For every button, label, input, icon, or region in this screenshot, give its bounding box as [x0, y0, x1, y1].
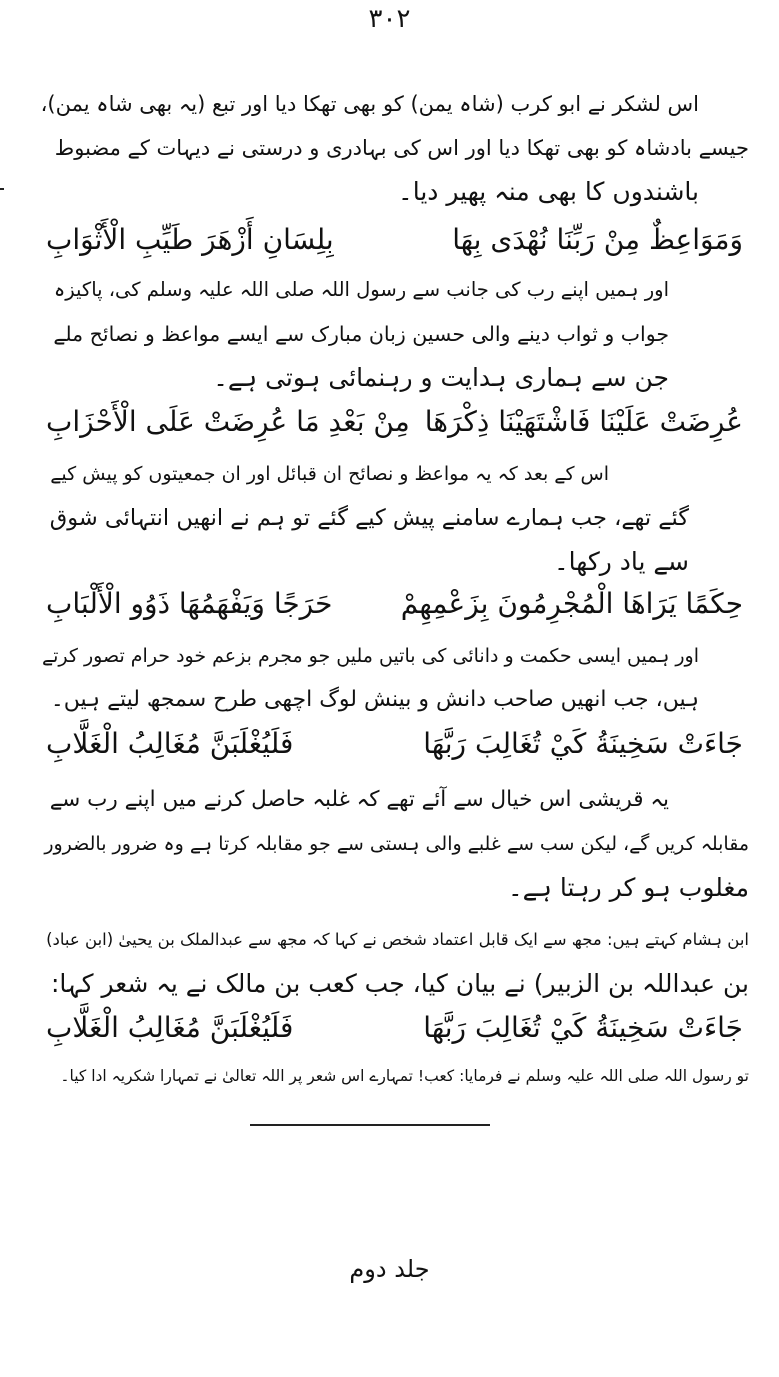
verse-couplet [40, 1002, 749, 1054]
text-line: جیسے بادشاہ کو بھی تھکا دیا اور اس کی بہادری و درستی نے دیہات کے مضبوط [54, 136, 749, 160]
verse-couplet [40, 214, 749, 266]
verse-couplet [40, 718, 749, 770]
text-line: ابن ہشام کہتے ہیں: مجھ سے ایک قابل اعتماد شخص نے کہا کہ مجھ سے عبدالملک بن یحییٰ (ابن عباد) [46, 930, 749, 949]
verse-couplet [40, 578, 749, 630]
text-line: اس کے بعد کہ یہ مواعظ و نصائح ان قبائل اور ان جمعیتوں کو پیش کیے [50, 463, 609, 485]
verse-hemistich: بِلِسَانِ أَزْهَرَ طَيِّبِ الْأَثْوَابِ [46, 223, 334, 256]
text-line: بن عبداللہ بن الزبیر) نے بیان کیا، جب کعب بن مالک نے یہ شعر کہا: [50, 969, 749, 998]
volume-footer: جلد دوم [349, 1255, 430, 1283]
verse-hemistich: حَرَجًا وَيَفْهَمُهَا ذَوُو الْأَلْبَابِ [46, 587, 333, 620]
passage-7 [40, 1054, 749, 1098]
section-divider [250, 1124, 490, 1126]
passage-4 [40, 634, 749, 722]
text-line: ہیں، جب انھیں صاحب دانش و بینش لوگ اچھی طرح سمجھ لیتے ہیں۔ [50, 687, 699, 712]
verse-5 [40, 1002, 749, 1054]
verse-4 [40, 718, 749, 770]
verse-hemistich: وَمَوَاعِظٌ مِنْ رَبِّنَا نُهْدَى بِهَا [452, 223, 743, 256]
verse-3 [40, 578, 749, 630]
text-line: اور ہمیں اپنے رب کی جانب سے رسول اللہ صلی اللہ علیہ وسلم کی، پاکیزہ [53, 278, 669, 301]
text-line: باشندوں کا بھی منہ پھیر دیا۔ [398, 177, 699, 206]
verse-couplet [40, 396, 749, 448]
text-line: اور ہمیں ایسی حکمت و دانائی کی باتیں ملیں جو مجرم بزعم خود حرام تصور کرتے [42, 645, 699, 667]
passage-1 [40, 82, 749, 214]
passage-5 [40, 778, 749, 910]
text-line: یہ قریشی اس خیال سے آئے تھے کہ غلبہ حاصل کرنے میں اپنے رب سے [49, 787, 669, 812]
text-line: گئے تھے، جب ہمارے سامنے پیش کیے گئے تو ہم نے انھیں انتہائی شوق [49, 505, 689, 531]
margin-mark [0, 188, 4, 190]
verse-hemistich: فَلَيُغْلَبَنَّ مُغَالِبُ الْغَلَّابِ [46, 727, 294, 760]
verse-hemistich: جَاءَتْ سَخِينَةُ كَيْ تُغَالِبَ رَبَّهَا [423, 1011, 743, 1044]
text-line: جن سے ہماری ہدایت و رہنمائی ہوتی ہے۔ [213, 363, 669, 392]
text-line: سے یاد رکھا۔ [554, 547, 689, 576]
text-line: جواب و ثواب دینے والی حسین زبان مبارک سے ایسے مواعظ و نصائح ملے [53, 322, 669, 346]
verse-1 [40, 214, 749, 266]
text-line: تو رسول اللہ صلی اللہ علیہ وسلم نے فرمایا: کعب! تمہارے اس شعر پر اللہ تعالیٰ نے تمہارا شکریہ ادا کیا۔ [60, 1067, 749, 1085]
passage-6 [40, 918, 749, 1006]
verse-hemistich: مِنْ بَعْدِ مَا عُرِضَتْ عَلَى الْأَحْزَابِ [46, 405, 410, 438]
verse-hemistich: عُرِضَتْ عَلَيْنَا فَاشْتَهَيْنَا ذِكْرَهَا [424, 405, 743, 438]
passage-3 [40, 452, 749, 584]
passage-2 [40, 268, 749, 400]
verse-hemistich: حِكَمًا يَرَاهَا الْمُجْرِمُونَ بِزَعْمِهِمْ [400, 587, 743, 620]
text-line: مقابلہ کریں گے، لیکن سب سے غلبے والی ہستی سے جو مقابلہ کرتا ہے وہ ضرور بالضرور [44, 833, 749, 855]
verse-hemistich: فَلَيُغْلَبَنَّ مُغَالِبُ الْغَلَّابِ [46, 1011, 294, 1044]
verse-2 [40, 396, 749, 448]
text-line: اس لشکر نے ابو کرب (شاہ یمن) کو بھی تھکا دیا اور تبع (یہ بھی شاہ یمن)، [40, 92, 699, 116]
text-line: مغلوب ہو کر رہتا ہے۔ [507, 873, 749, 902]
page-number: ۳۰۲ [368, 4, 411, 34]
verse-hemistich: جَاءَتْ سَخِينَةُ كَيْ تُغَالِبَ رَبَّهَا [423, 727, 743, 760]
